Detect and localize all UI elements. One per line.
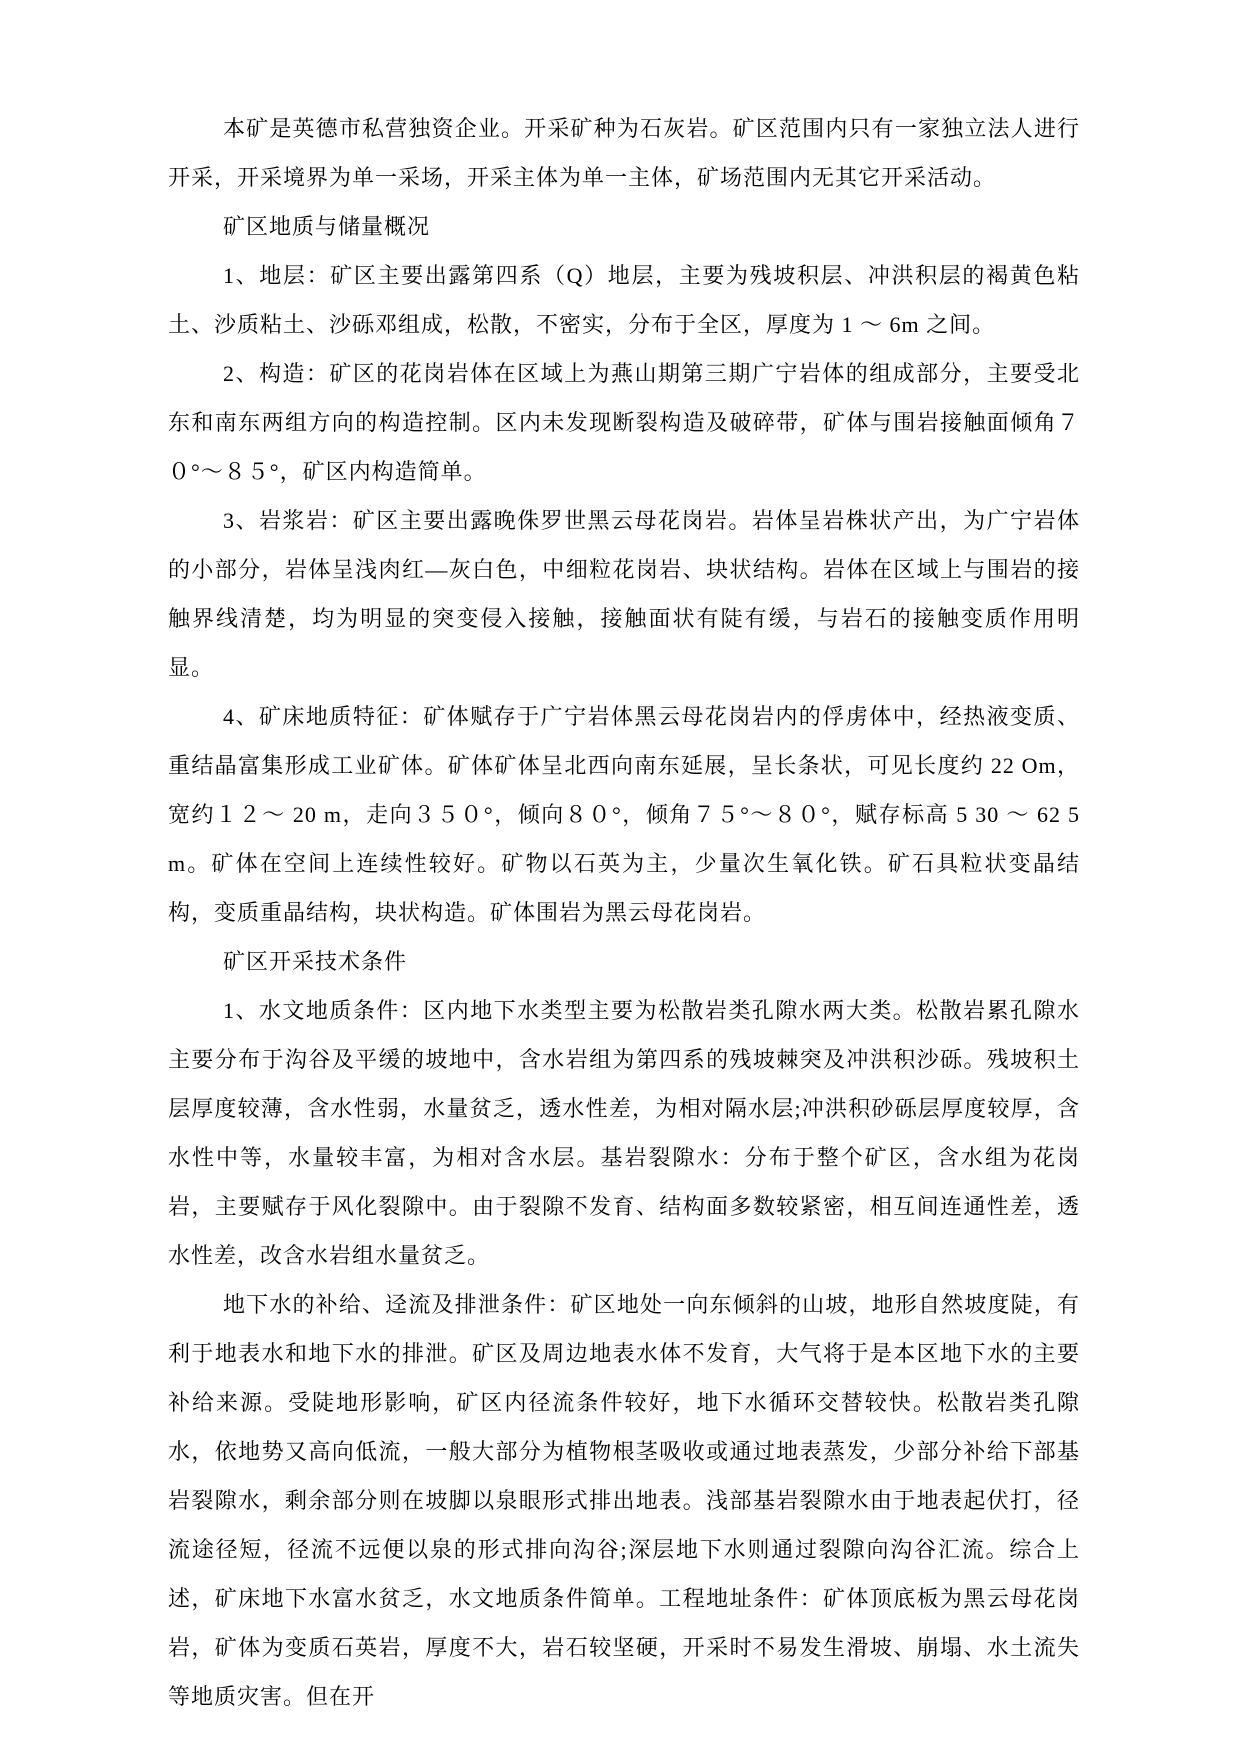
paragraph-magmatic-rock: 3、岩浆岩：矿区主要出露晚侏罗世黑云母花岗岩。岩体呈岩株状产出，为广宁岩体的小部分，岩体呈浅肉红—灰白色，中细粒花岗岩、块状结构。岩体在区域上与围岩的接触界线清楚，均为明显的突变侵入接触，接触面状有陡有缓，与岩石的接触变质作用明显。 — [168, 508, 1080, 680]
paragraph-groundwater-recharge-drainage: 地下水的补给、迳流及排泄条件：矿区地处一向东倾斜的山坡，地形自然坡度陡，有利于地表水和地下水的排泄。矿区及周边地表水体不发育，大气将于是本区地下水的主要补给来源。受陡地形影响，矿区内径流条件较好，地下水循环交替较快。松散岩类孔隙水，依地势又高向低流，一般大部分为植物根茎吸收或通过地表蒸发，少部分补给下部基岩裂隙水，剩余部分则在坡脚以泉眼形式排出地表。浅部基岩裂隙水由于地表起伏打，径流途径短，径流不远便以泉的形式排向沟谷;深层地下水则通过裂隙向沟谷汇流。综合上述，矿床地下水富水贫乏，水文地质条件简单。工程地址条件：矿体顶底板为黑云母花岗岩，矿体为变质石英岩，厚度不大，岩石较坚硬，开采时不易发生滑坡、崩塌、水土流失等地质灾害。但在开 — [168, 1292, 1080, 1709]
paragraph-hydrogeology: 1、水文地质条件：区内地下水类型主要为松散岩类孔隙水两大类。松散岩累孔隙水主要分布于沟谷及平缓的坡地中，含水岩组为第四系的残坡棘突及冲洪积沙砾。残坡积土层厚度较薄，含水性弱，水量贫乏，透水性差，为相对隔水层;冲洪积砂砾层厚度较厚，含水性中等，水量较丰富，为相对含水层。基岩裂隙水：分布于整个矿区，含水组为花岗岩，主要赋存于风化裂隙中。由于裂隙不发育、结构面多数较紧密，相互间连通性差，透水性差，改含水岩组水量贫乏。 — [168, 998, 1080, 1268]
paragraph-strata: 1、地层：矿区主要出露第四系（Q）地层，主要为残坡积层、冲洪积层的褐黄色粘土、沙质粘土、沙砾邓组成，松散，不密实，分布于全区，厚度为 1 ～ 6m 之间。 — [168, 263, 1080, 337]
section-heading-geology-reserves: 矿区地质与储量概况 — [223, 214, 431, 239]
document-body — [168, 104, 1080, 1721]
paragraph-structure: 2、构造：矿区的花岗岩体在区域上为燕山期第三期广宁岩体的组成部分，主要受北东和南东两组方向的构造控制。区内未发现断裂构造及破碎带，矿体与围岩接触面倾角７０°～８５°，矿区内构造简单。 — [168, 361, 1080, 484]
section-heading-mining-technical-conditions: 矿区开采技术条件 — [223, 949, 408, 974]
paragraph-mine-overview: 本矿是英德市私营独资企业。开采矿种为石灰岩。矿区范围内只有一家独立法人进行开采，开采境界为单一采场，开采主体为单一主体，矿场范围内无其它开采活动。 — [168, 116, 1080, 190]
paragraph-deposit-characteristics: 4、矿床地质特征：矿体赋存于广宁岩体黑云母花岗岩内的俘虏体中，经热液变质、重结晶富集形成工业矿体。矿体矿体呈北西向南东延展，呈长条状，可见长度约 22 Om，宽约１２～ 20 m，走向３５０°，倾向８０°，倾角７５°～８０°，赋存标高 5 30 ～ 62 5m。矿体在空间上连续性较好。矿物以石英为主，少量次生氧化铁。矿石具粒状变晶结构，变质重晶结构，块状构造。矿体围岩为黑云母花岗岩。 — [168, 704, 1080, 925]
